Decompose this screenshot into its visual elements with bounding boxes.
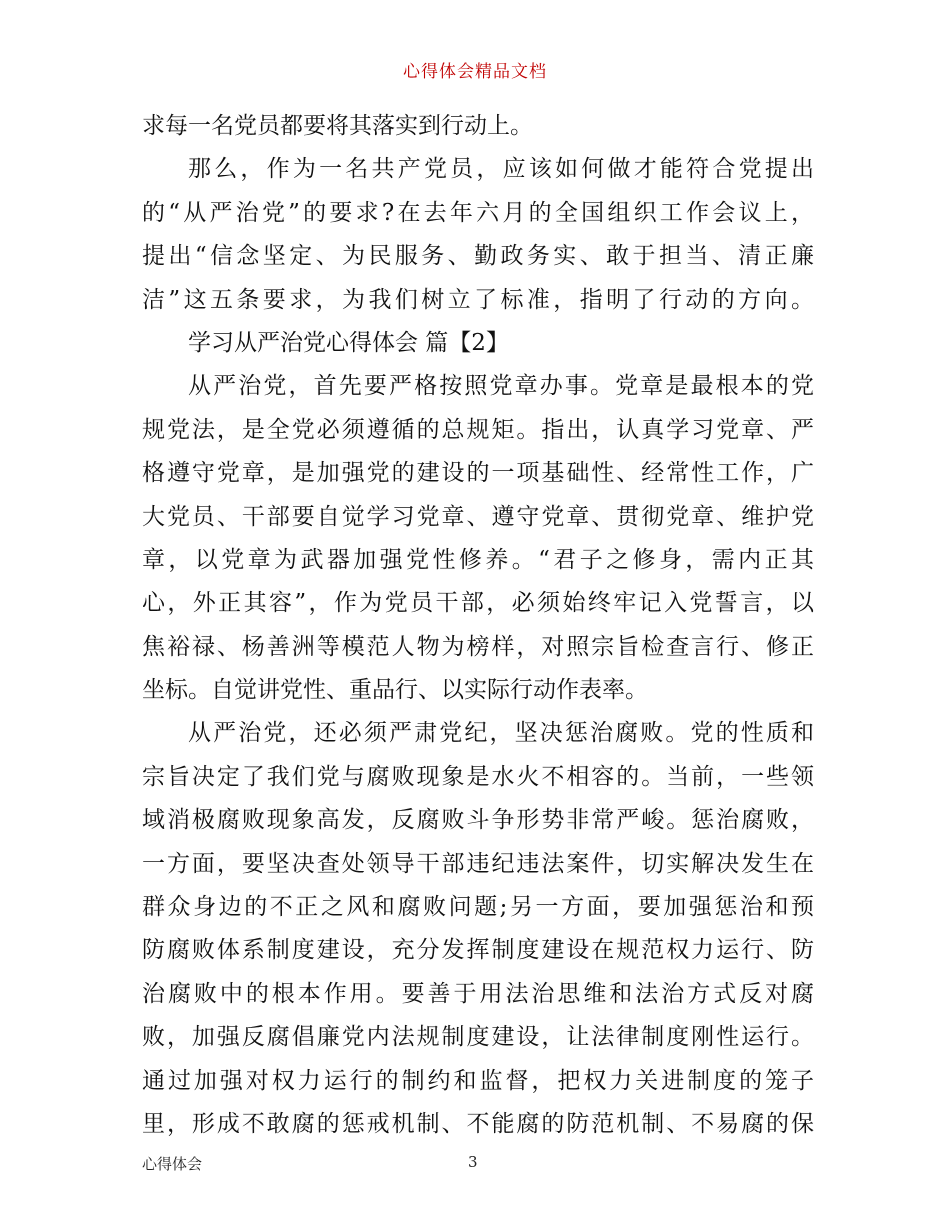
text-line: 败，加强反腐倡廉党内法规制度建设，让法律制度刚性运行。 (142, 1024, 814, 1051)
text-line: 从严治党，还必须严肃党纪，坚决惩治腐败。党的性质和 (188, 720, 814, 747)
footer-label: 心得体会 (142, 1155, 203, 1173)
text-line: 的“从严治党”的要求?在去年六月的全国组织工作会议上， (142, 199, 814, 226)
text-line: 坐标。自觉讲党性、重品行、以实际行动作表率。 (142, 677, 648, 704)
text-line: 治腐败中的根本作用。要善于用法治思维和法治方式反对腐 (142, 980, 814, 1007)
text-line: 从严治党，首先要严格按照党章办事。党章是最根本的党 (188, 373, 814, 400)
text-line: 学习从严治党心得体会 篇【2】 (188, 329, 509, 356)
text-line: 洁”这五条要求，为我们树立了标准，指明了行动的方向。 (142, 286, 814, 313)
text-line: 域消极腐败现象高发，反腐败斗争形势非常严峻。惩治腐败， (142, 807, 814, 834)
page-number: 3 (468, 1153, 478, 1171)
document-header-title: 心得体会精品文档 (403, 62, 547, 82)
text-line: 提出“信念坚定、为民服务、勤政务实、敢于担当、清正廉 (142, 243, 814, 270)
text-line: 格遵守党章，是加强党的建设的一项基础性、经常性工作，广 (142, 460, 814, 487)
text-line: 群众身边的不正之风和腐败问题;另一方面，要加强惩治和预 (142, 894, 814, 921)
text-line: 里，形成不敢腐的惩戒机制、不能腐的防范机制、不易腐的保 (142, 1110, 814, 1137)
text-line: 规党法，是全党必须遵循的总规矩。指出，认真学习党章、严 (142, 416, 814, 443)
text-line: 那么，作为一名共产党员，应该如何做才能符合党提出 (188, 156, 814, 183)
text-line: 求每一名党员都要将其落实到行动上。 (142, 113, 533, 139)
text-line: 防腐败体系制度建设，充分发挥制度建设在规范权力运行、防 (142, 937, 814, 964)
text-line: 宗旨决定了我们党与腐败现象是水火不相容的。当前，一些领 (142, 763, 814, 790)
text-line: 一方面，要坚决查处领导干部违纪违法案件，切实解决发生在 (142, 850, 814, 877)
document-body (142, 105, 814, 1146)
text-line: 焦裕禄、杨善洲等模范人物为榜样，对照宗旨检查言行、修正 (142, 633, 814, 660)
text-line: 通过加强对权力运行的制约和监督，把权力关进制度的笼子 (142, 1067, 814, 1094)
text-line: 章，以党章为武器加强党性修养。“君子之修身，需内正其 (142, 546, 814, 573)
text-line: 大党员、干部要自觉学习党章、遵守党章、贯彻党章、维护党 (142, 503, 814, 530)
text-line: 心，外正其容”，作为党员干部，必须始终牢记入党誓言，以 (142, 590, 814, 617)
